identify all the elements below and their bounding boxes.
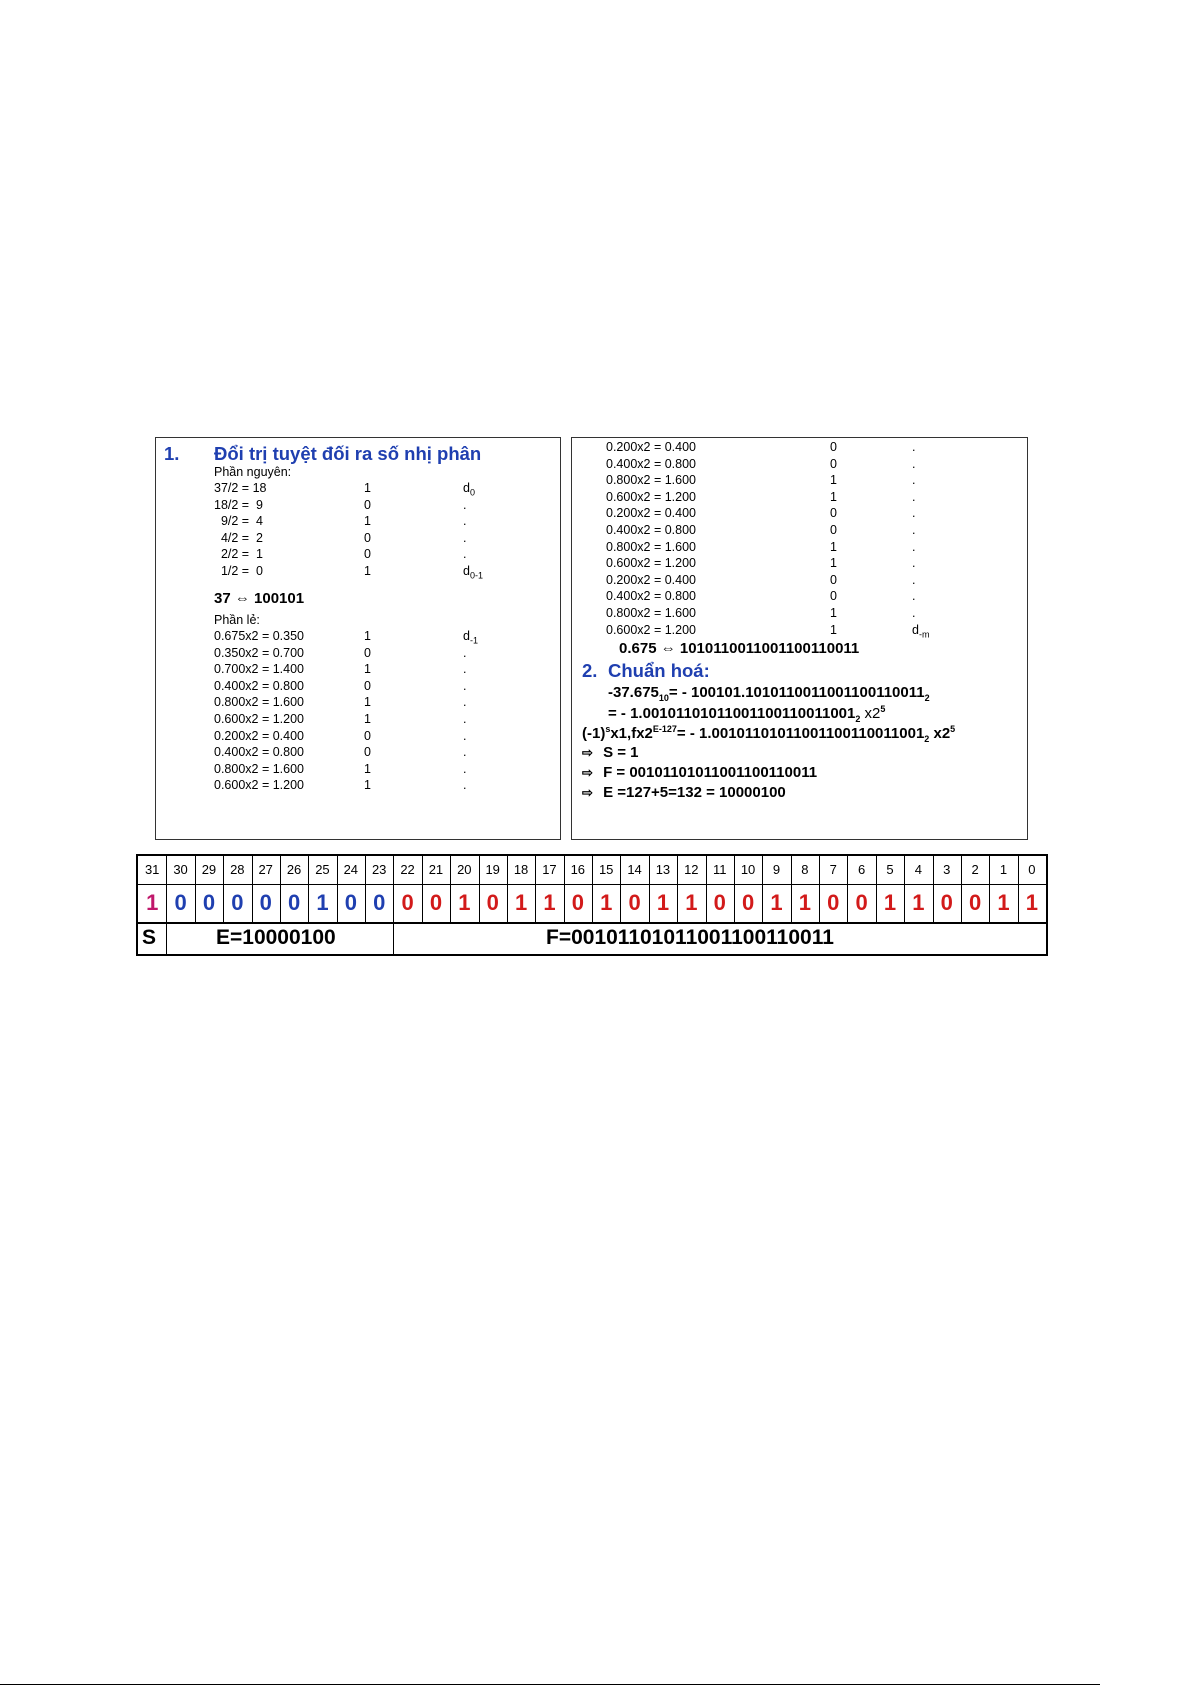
cell-divider <box>1018 856 1019 922</box>
fraction-bits-result: F = 00101101011001100110011 <box>603 764 818 781</box>
calc-bit: 0 <box>364 728 371 743</box>
fraction-bit: 1 <box>458 890 471 915</box>
bit-index: 4 <box>914 862 922 877</box>
field-divider <box>393 922 394 954</box>
calc-expression: 0.400x2 = 0.800 <box>606 589 697 604</box>
calc-expression: 0.800x2 = 1.600 <box>606 473 697 488</box>
fraction-bit: 1 <box>543 890 556 915</box>
calc-expression: 0.675x2 = 0.350 <box>214 629 305 643</box>
digit-symbol: . <box>463 547 467 562</box>
cell-divider <box>847 856 848 922</box>
digit-symbol: . <box>912 523 916 537</box>
calc-expression: 0.350x2 = 0.700 <box>214 645 305 660</box>
cell-divider <box>535 856 536 922</box>
digit-symbol: d <box>912 622 919 637</box>
calc-bit: 1 <box>364 695 371 710</box>
fraction-bit: 0 <box>855 890 868 915</box>
calc-bit: 1 <box>830 539 837 554</box>
fraction-bit: 1 <box>685 890 698 915</box>
digit-symbol: . <box>463 695 467 710</box>
exponent-bit: 0 <box>231 890 244 915</box>
normalize-line-3 <box>582 724 955 744</box>
calc-digit-label <box>463 712 466 726</box>
bit-index: 14 <box>627 862 642 877</box>
cell-divider <box>365 856 366 922</box>
bit-index: 5 <box>886 862 894 877</box>
digit-symbol: . <box>912 456 916 471</box>
digit-symbol: . <box>912 489 916 504</box>
exponent-bit: 0 <box>259 890 272 915</box>
calc-digit-label <box>463 564 483 581</box>
cell-divider <box>422 856 423 922</box>
bit-index: 3 <box>943 862 951 877</box>
sign-bit: 1 <box>146 890 159 915</box>
calc-digit-label <box>912 623 929 640</box>
cell-divider <box>479 856 480 922</box>
cell-divider <box>564 856 565 922</box>
calc-digit-label <box>463 629 478 646</box>
calc-digit-label <box>463 646 466 660</box>
sign-result: S = 1 <box>603 744 639 761</box>
exponent-bit: 0 <box>202 890 216 915</box>
bit-index: 22 <box>400 862 415 877</box>
digit-subscript: 0 <box>469 487 475 498</box>
bit-index: 30 <box>173 862 188 877</box>
cell-divider <box>393 856 394 922</box>
bit-index: 28 <box>230 862 245 877</box>
calc-digit-label <box>463 481 475 498</box>
cell-divider <box>876 856 877 922</box>
bit-index: 9 <box>772 862 781 877</box>
calc-bit: 0 <box>830 589 837 604</box>
digit-symbol: . <box>463 530 467 545</box>
cell-divider <box>223 856 224 922</box>
exponent-bit: 0 <box>373 890 386 915</box>
calc-bit: 1 <box>364 564 371 578</box>
calc-bit: 0 <box>830 572 837 587</box>
ieee754-bit-table <box>136 854 1048 956</box>
bit-index: 21 <box>428 862 444 877</box>
exponent-result-line <box>582 784 786 801</box>
arrow-right-icon: ⇨ <box>582 745 593 760</box>
calc-expression: 0.400x2 = 0.800 <box>214 745 305 760</box>
digit-symbol: . <box>463 728 467 743</box>
base-10-subscript: 10 <box>658 693 669 703</box>
exponent-bit: 0 <box>287 890 301 915</box>
integer-part-label: Phần nguyên: <box>214 465 292 479</box>
calc-bit: 0 <box>830 523 837 537</box>
digit-symbol: . <box>463 745 467 760</box>
bit-index: 20 <box>457 862 472 877</box>
digit-symbol: . <box>912 606 916 620</box>
bit-index: 6 <box>857 862 866 877</box>
calc-digit-label <box>463 531 466 545</box>
digit-symbol: . <box>912 556 916 571</box>
bit-index: 10 <box>740 862 756 877</box>
times-two: x2 <box>929 725 951 742</box>
calc-expression: 0.800x2 = 1.600 <box>214 761 305 776</box>
calc-bit: 0 <box>364 745 371 760</box>
cell-divider <box>620 856 621 922</box>
digit-symbol: d <box>463 629 470 643</box>
calc-expression: 0.700x2 = 1.400 <box>214 662 305 677</box>
bit-index: 13 <box>655 862 671 877</box>
fraction-bit: 0 <box>628 890 641 915</box>
sign-term: (-1) <box>582 725 606 742</box>
bit-index: 11 <box>712 862 727 877</box>
calc-digit-label <box>463 778 466 792</box>
bit-index: 2 <box>971 862 979 877</box>
base-2-subscript: 2 <box>924 734 930 744</box>
bit-index: 15 <box>598 862 614 877</box>
cell-divider <box>734 856 735 922</box>
fraction-bit: 0 <box>940 890 953 915</box>
calc-expression: 0.200x2 = 0.400 <box>606 572 697 587</box>
digit-symbol: . <box>912 572 916 587</box>
bit-index: 19 <box>485 862 500 877</box>
calc-expression: 0.600x2 = 1.200 <box>606 556 697 571</box>
calc-expression: 9/2 = 4 <box>214 514 263 529</box>
bit-index: 31 <box>144 862 160 877</box>
digit-symbol: d <box>463 564 470 578</box>
calc-digit-label <box>463 729 466 743</box>
fraction-bit: 0 <box>713 890 726 915</box>
calc-bit: 1 <box>830 606 837 620</box>
cell-divider <box>450 856 451 922</box>
calc-expression: 0.400x2 = 0.800 <box>606 523 697 537</box>
field-divider <box>166 922 167 954</box>
cell-divider <box>961 856 962 922</box>
cell-divider <box>507 856 508 922</box>
digit-symbol: d <box>463 481 470 495</box>
calc-bit: 1 <box>830 556 837 571</box>
arrow-right-icon: ⇨ <box>582 785 593 800</box>
digit-symbol: . <box>463 778 467 793</box>
bit-index: 7 <box>829 862 837 877</box>
calc-digit-label <box>912 440 915 454</box>
cell-divider <box>592 856 593 922</box>
ieee-form: x1,fx2 <box>610 725 653 742</box>
fraction-bit: 1 <box>770 890 783 915</box>
calc-digit-label <box>463 514 466 528</box>
fraction-bit: 0 <box>827 890 840 915</box>
calc-bit: 0 <box>830 456 837 471</box>
bit-index: 23 <box>371 862 387 877</box>
cell-divider <box>819 856 820 922</box>
bit-index: 17 <box>542 862 557 877</box>
exponent-superscript: 5 <box>950 724 956 734</box>
calc-digit-label <box>463 498 466 512</box>
fraction-bit: 1 <box>912 890 925 915</box>
cell-divider <box>252 856 253 922</box>
calc-bit: 1 <box>364 662 371 677</box>
calc-digit-label <box>463 662 466 676</box>
digit-symbol: . <box>912 539 916 554</box>
calc-bit: 0 <box>364 530 371 545</box>
digit-symbol: . <box>912 473 916 488</box>
calc-digit-label <box>912 589 915 603</box>
calc-digit-label <box>463 695 466 709</box>
section1-panel <box>155 437 561 840</box>
calc-digit-label <box>463 762 466 776</box>
calc-bit: 1 <box>364 778 371 793</box>
sign-superscript: s <box>605 724 611 734</box>
fraction-bit: 1 <box>997 890 1010 915</box>
cell-divider <box>989 856 990 922</box>
exponent-result: E =127+5=132 = 10000100 <box>603 784 786 801</box>
cell-divider <box>649 856 650 922</box>
calc-expression: 0.800x2 = 1.600 <box>606 539 697 554</box>
fraction-bit: 1 <box>600 890 613 915</box>
digit-symbol: . <box>912 589 916 604</box>
exponent-field-label: E=10000100 <box>216 926 336 949</box>
cell-divider <box>933 856 934 922</box>
digit-symbol: . <box>463 712 467 726</box>
cell-divider <box>762 856 763 922</box>
calc-bit: 1 <box>364 712 371 726</box>
calc-bit: 1 <box>830 473 837 488</box>
calc-digit-label <box>912 540 915 554</box>
bit-index: 29 <box>201 862 217 877</box>
times-two: x2 <box>860 705 881 722</box>
calc-digit-label <box>912 606 915 620</box>
integer-result: 37 ⇔ 100101 <box>214 590 305 607</box>
calc-bit: 0 <box>364 645 371 660</box>
fraction-field-label: F=00101101011001100110011 <box>546 926 834 949</box>
bit-index: 8 <box>801 862 809 877</box>
calc-bit: 1 <box>364 481 371 495</box>
fraction-bit: 0 <box>401 890 414 915</box>
calc-digit-label <box>912 556 915 570</box>
calc-expression: 18/2 = 9 <box>214 497 263 512</box>
calc-digit-label <box>463 547 466 561</box>
fraction-bit: 0 <box>486 890 499 915</box>
calc-bit: 1 <box>364 514 371 529</box>
decimal-value: -37.675 <box>608 684 659 701</box>
field-label-row <box>138 922 1046 954</box>
calc-bit: 0 <box>364 678 371 693</box>
fraction-bit: 0 <box>741 890 755 915</box>
bit-index: 25 <box>315 862 330 877</box>
fraction-bit: 1 <box>883 890 897 915</box>
normalized-mantissa: = - 1.00101101011001100110011001 <box>608 705 856 722</box>
normalize-line-2 <box>608 704 885 724</box>
cell-divider <box>791 856 792 922</box>
calc-expression: 0.200x2 = 0.400 <box>606 506 697 521</box>
cell-divider <box>677 856 678 922</box>
binary-value: = - 100101.1010110011001100110011 <box>668 684 925 701</box>
calc-bit: 0 <box>364 497 371 512</box>
calc-expression: 0.600x2 = 1.200 <box>606 489 697 504</box>
section2-number: 2. <box>582 660 598 681</box>
calc-expression: 0.200x2 = 0.400 <box>606 440 697 454</box>
fraction-bit: 0 <box>429 890 443 915</box>
digit-symbol: . <box>463 645 467 660</box>
digit-symbol: . <box>463 514 467 529</box>
section1-title: Đổi trị tuyệt đối ra số nhị phân <box>214 443 482 464</box>
calc-digit-label <box>463 679 466 693</box>
calc-digit-label <box>463 745 466 759</box>
fraction-result-line <box>582 764 817 781</box>
calc-digit-label <box>912 473 915 487</box>
digit-symbol: . <box>912 440 916 454</box>
digit-symbol: . <box>463 662 467 677</box>
fraction-result: 0.675 ⇔ 1010110011001100110011 <box>619 640 860 657</box>
cell-divider <box>280 856 281 922</box>
sign-field-label: S <box>142 926 157 949</box>
cell-divider <box>195 856 196 922</box>
calc-expression: 2/2 = 1 <box>214 547 263 562</box>
section2-panel <box>571 437 1028 840</box>
calc-expression: 1/2 = 0 <box>214 564 263 578</box>
calc-digit-label <box>912 573 915 587</box>
bias-superscript: E-127 <box>652 724 677 734</box>
cell-divider <box>337 856 338 922</box>
calc-digit-label <box>912 490 915 504</box>
bit-index: 16 <box>570 862 586 877</box>
calc-expression: 0.800x2 = 1.600 <box>214 695 305 710</box>
fraction-bit: 0 <box>968 890 982 915</box>
sign-result-line <box>582 744 639 761</box>
exponent-superscript: 5 <box>880 704 886 714</box>
cell-divider <box>706 856 707 922</box>
section2-title: Chuẩn hoá: <box>608 660 710 681</box>
calc-bit: 0 <box>830 506 837 521</box>
calc-expression: 0.400x2 = 0.800 <box>214 678 305 693</box>
fraction-bit: 1 <box>798 890 811 915</box>
calc-expression: 4/2 = 2 <box>214 530 263 545</box>
cell-divider <box>166 856 167 922</box>
bit-index: 18 <box>513 862 529 877</box>
digit-symbol: . <box>463 761 467 776</box>
calc-bit: 1 <box>830 489 837 504</box>
fraction-bit: 1 <box>656 890 670 915</box>
calc-expression: 0.400x2 = 0.800 <box>606 456 697 471</box>
exponent-bit: 0 <box>344 890 357 915</box>
calc-digit-label <box>912 523 915 537</box>
digit-symbol: . <box>463 497 467 512</box>
cell-divider <box>308 856 309 922</box>
fraction-bit: 0 <box>571 890 584 915</box>
bit-index: 0 <box>1028 862 1036 877</box>
digit-symbol: . <box>912 506 916 521</box>
calc-bit: 1 <box>364 761 371 776</box>
fraction-part-label: Phần lẻ: <box>214 613 260 627</box>
calc-expression: 0.600x2 = 1.200 <box>214 778 305 793</box>
normalized-mantissa: = - 1.00101101011001100110011001 <box>676 725 925 742</box>
calc-digit-label <box>912 506 915 520</box>
bit-index: 1 <box>999 862 1008 877</box>
calc-bit: 1 <box>830 622 837 637</box>
bit-index: 26 <box>286 862 302 877</box>
calc-bit: 0 <box>364 547 371 562</box>
calc-expression: 37/2 = 18 <box>214 481 267 495</box>
digit-symbol: . <box>463 678 467 693</box>
arrow-right-icon: ⇨ <box>582 765 593 780</box>
fraction-bit: 1 <box>514 890 528 915</box>
base-2-subscript: 2 <box>855 714 861 724</box>
calc-bit: 1 <box>364 629 371 643</box>
bit-index: 24 <box>343 862 359 877</box>
digit-subscript: -1 <box>469 635 478 646</box>
calc-expression: 0.800x2 = 1.600 <box>606 606 697 620</box>
digit-subscript: -m <box>918 629 930 640</box>
normalize-line-1 <box>608 684 930 703</box>
bit-index: 27 <box>258 862 273 877</box>
digit-subscript: 0-1 <box>469 570 483 581</box>
exponent-bit: 0 <box>174 890 187 915</box>
calc-digit-label <box>912 457 915 471</box>
section1-number: 1. <box>164 443 180 464</box>
calc-expression: 0.200x2 = 0.400 <box>214 728 305 743</box>
calc-bit: 0 <box>830 440 837 454</box>
exponent-bit: 1 <box>316 890 329 915</box>
bit-index: 12 <box>684 862 699 877</box>
calc-expression: 0.600x2 = 1.200 <box>214 712 305 726</box>
fraction-bit: 1 <box>1025 890 1038 915</box>
cell-divider <box>904 856 905 922</box>
base-2-subscript: 2 <box>924 693 930 703</box>
calc-expression: 0.600x2 = 1.200 <box>606 622 697 637</box>
